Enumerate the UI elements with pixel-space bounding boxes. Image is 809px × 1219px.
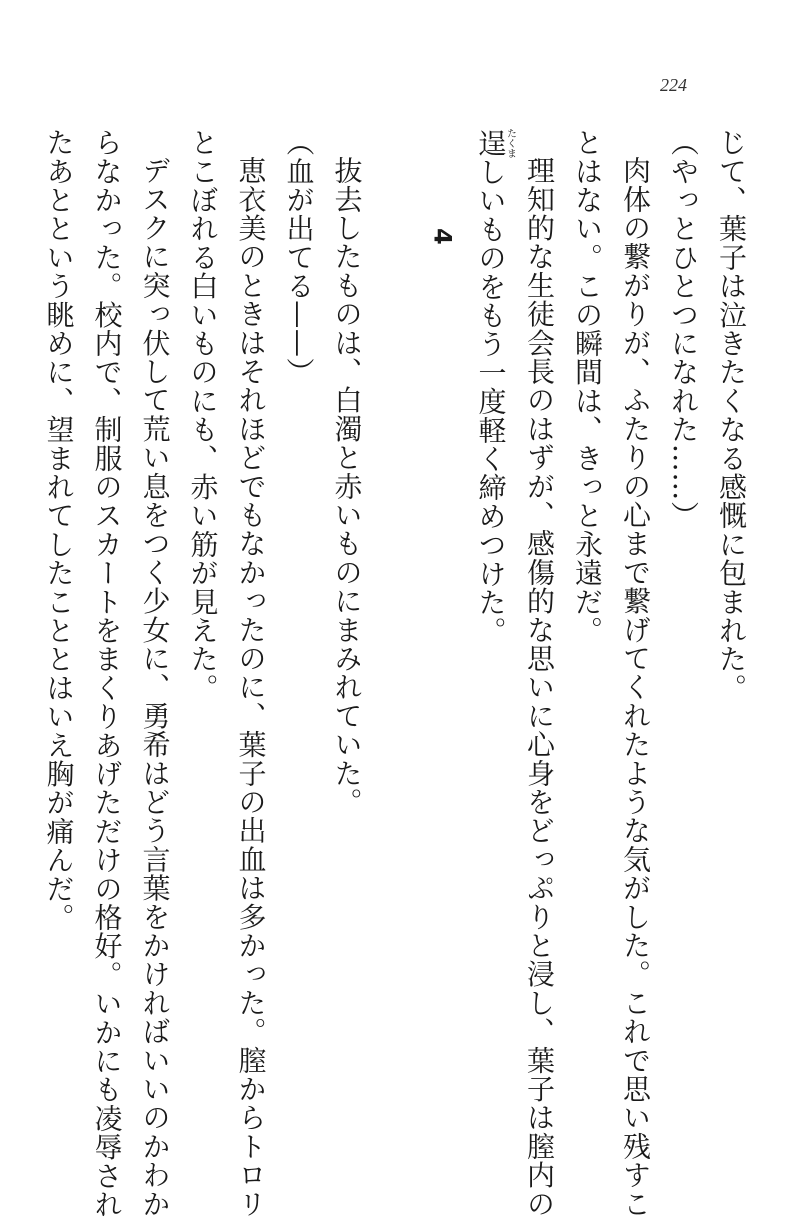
vertical-text-body <box>42 128 755 1219</box>
ruby-reading: たくま <box>504 128 516 158</box>
text-line: 理知的な生徒会長のはずが、感傷的な思いに心身をどっぷりと浸し、葉子は膣内の <box>523 156 556 1218</box>
text-line: デスクに突っ伏して荒い息をつく少女に、勇希はどう言葉をかければいいのかわか <box>138 156 172 1218</box>
text-line: （血が出てる——） <box>282 128 316 387</box>
section-heading: 4 <box>428 228 457 246</box>
ruby-base: 逞 <box>474 128 508 158</box>
ruby-line-rest: しいものをもう一度軽く締めつけた。 <box>474 157 508 646</box>
text-line: 抜去したものは、白濁と赤いものにまみれていた。 <box>330 156 364 817</box>
text-line: とこぼれる白いものにも、赤い筋が見えた。 <box>186 128 220 702</box>
text-line: じて、葉子は泣きたくなる感慨に包まれた。 <box>715 128 748 702</box>
text-line: （やっとひとつになれた……） <box>667 128 700 530</box>
text-line: 恵衣美のときはそれほどでもなかったのに、葉子の出血は多かった。膣からトロリ <box>234 156 268 1218</box>
text-line-with-ruby <box>467 128 516 1128</box>
ruby-word <box>474 128 516 158</box>
text-line: らなかった。校内で、制服のスカートをまくりあげただけの格好。いかにも凌辱され <box>90 128 124 1219</box>
page-number: 224 <box>660 75 687 95</box>
text-line: 肉体の繋がりが、ふたりの心まで繋げてくれたような気がした。これで思い残すこ <box>619 156 652 1218</box>
text-line: たあとという眺めに、望まれてしたこととはいえ胸が痛んだ。 <box>42 128 76 932</box>
text-line: とはない。この瞬間は、きっと永遠だ。 <box>571 128 604 645</box>
